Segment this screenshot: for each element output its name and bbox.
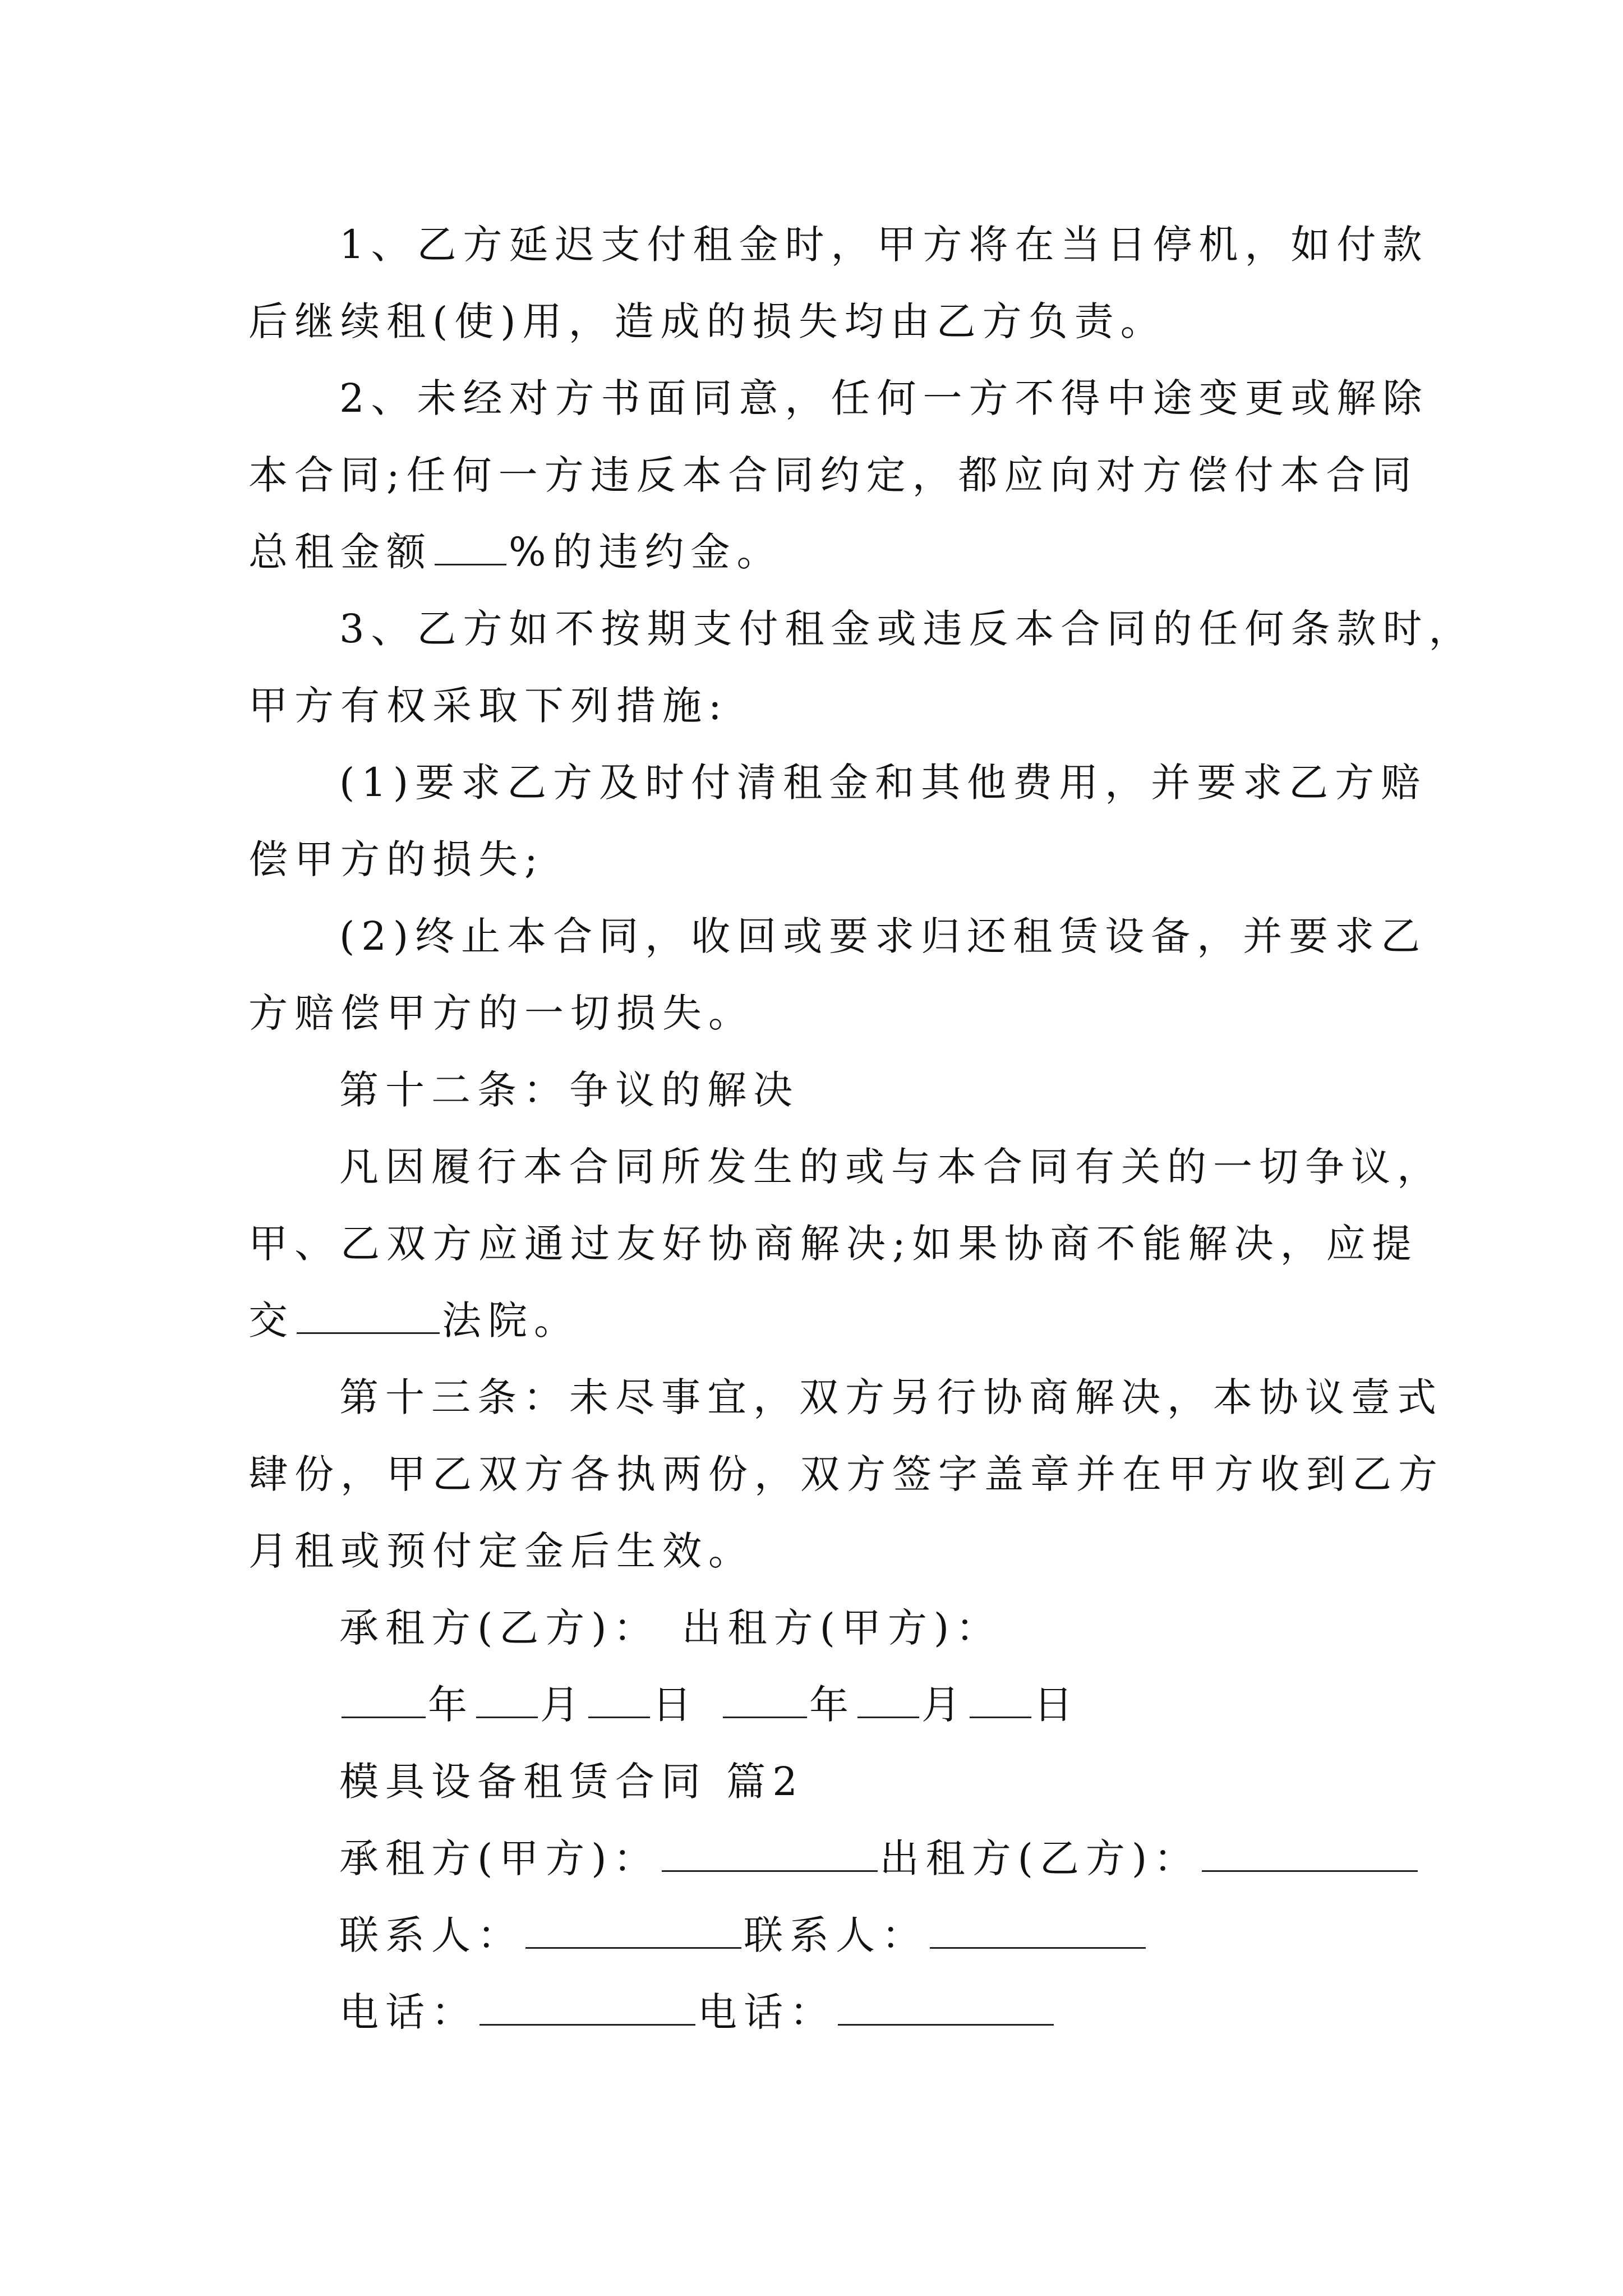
lessor-phone-blank	[838, 1989, 1054, 2026]
lessee-phone-label: 电话：	[339, 1989, 477, 2035]
article-13-line-1: 第十三条：未尽事宜，双方另行协商解决，本协议壹式	[339, 1374, 1443, 1420]
document-body	[248, 206, 1475, 2051]
phone-line	[248, 1974, 1388, 2051]
clause-3-line-1: 3、乙方如不按期支付租金或违反本合同的任何条款时，	[339, 606, 1475, 652]
court-prefix: 交	[248, 1297, 294, 1343]
lessor-day-label: 日	[1034, 1682, 1080, 1728]
measure-1-line-2: 偿甲方的损失;	[248, 836, 545, 882]
article-12-heading: 第十二条：争议的解决	[339, 1067, 799, 1113]
measure-2-line-2: 方赔偿甲方的一切损失。	[248, 990, 754, 1036]
article-12-line-2: 甲、乙双方应通过友好协商解决;如果协商不能解决，应提	[248, 1221, 1418, 1267]
second-contract-parties-line	[248, 1820, 1388, 1897]
lessee-label: 承租方(乙方)：	[339, 1605, 660, 1651]
signature-parties-line	[248, 1590, 1388, 1667]
penalty-label: 总租金额	[248, 529, 432, 575]
penalty-suffix: %的违约金。	[509, 529, 783, 575]
court-name-blank	[297, 1297, 440, 1334]
clause-2-line-1: 2、未经对方书面同意，任何一方不得中途变更或解除	[339, 375, 1429, 421]
lessor-year-blank	[723, 1682, 807, 1718]
article-12-line-1: 凡因履行本合同所发生的或与本合同有关的一切争议，	[339, 1144, 1443, 1190]
lessee-phone-blank	[479, 1989, 695, 2026]
measure-2-line-1: (2)终止本合同，收回或要求归还租赁设备，并要求乙	[339, 913, 1427, 959]
lessor-contact-label: 联系人：	[744, 1912, 928, 1958]
second-contract-title: 模具设备租赁合同 篇2	[339, 1759, 804, 1805]
clause-1-line-2: 后继续租(使)用，造成的损失均由乙方负责。	[248, 298, 1166, 344]
lessee-contact-label: 联系人：	[339, 1912, 523, 1958]
lessee-month-label: 月	[540, 1682, 586, 1728]
second-lessee-label: 承租方(甲方)：	[339, 1835, 660, 1881]
court-suffix: 法院。	[442, 1297, 580, 1343]
second-lessor-blank	[1202, 1835, 1418, 1872]
lessor-label: 出租方(甲方)：	[681, 1605, 1002, 1651]
signature-date-line	[248, 1667, 1388, 1743]
clause-2-line-2: 本合同;任何一方违反本合同约定，都应向对方偿付本合同	[248, 452, 1418, 498]
measure-1-line-1: (1)要求乙方及时付清租金和其他费用，并要求乙方赔	[339, 760, 1427, 806]
lessee-year-label: 年	[428, 1682, 474, 1728]
lessor-month-blank	[857, 1682, 919, 1718]
lessor-year-label: 年	[809, 1682, 855, 1728]
lessee-day-label: 日	[652, 1682, 698, 1728]
lessee-day-blank	[588, 1682, 650, 1718]
clause-1-line-1: 1、乙方延迟支付租金时，甲方将在当日停机，如付款	[339, 222, 1429, 268]
article-12-line-3	[248, 1282, 1388, 1359]
clause-3-line-2: 甲方有权采取下列措施:	[248, 683, 728, 729]
article-13-line-2: 肆份，甲乙双方各执两份，双方签字盖章并在甲方收到乙方	[248, 1451, 1444, 1497]
contact-line	[248, 1897, 1388, 1974]
lessee-year-blank	[342, 1682, 426, 1718]
article-13-line-3: 月租或预付定金后生效。	[248, 1528, 754, 1574]
lessee-month-blank	[476, 1682, 538, 1718]
lessor-phone-label: 电话：	[698, 1989, 836, 2035]
second-lessee-blank	[662, 1835, 878, 1872]
second-lessor-label: 出租方(乙方)：	[879, 1835, 1200, 1881]
lessee-contact-blank	[525, 1912, 741, 1949]
lessor-contact-blank	[930, 1912, 1146, 1949]
lessor-day-blank	[970, 1682, 1031, 1718]
clause-2-line-3	[248, 514, 1388, 591]
lessor-month-label: 月	[921, 1682, 967, 1728]
penalty-percent-blank	[435, 529, 506, 565]
